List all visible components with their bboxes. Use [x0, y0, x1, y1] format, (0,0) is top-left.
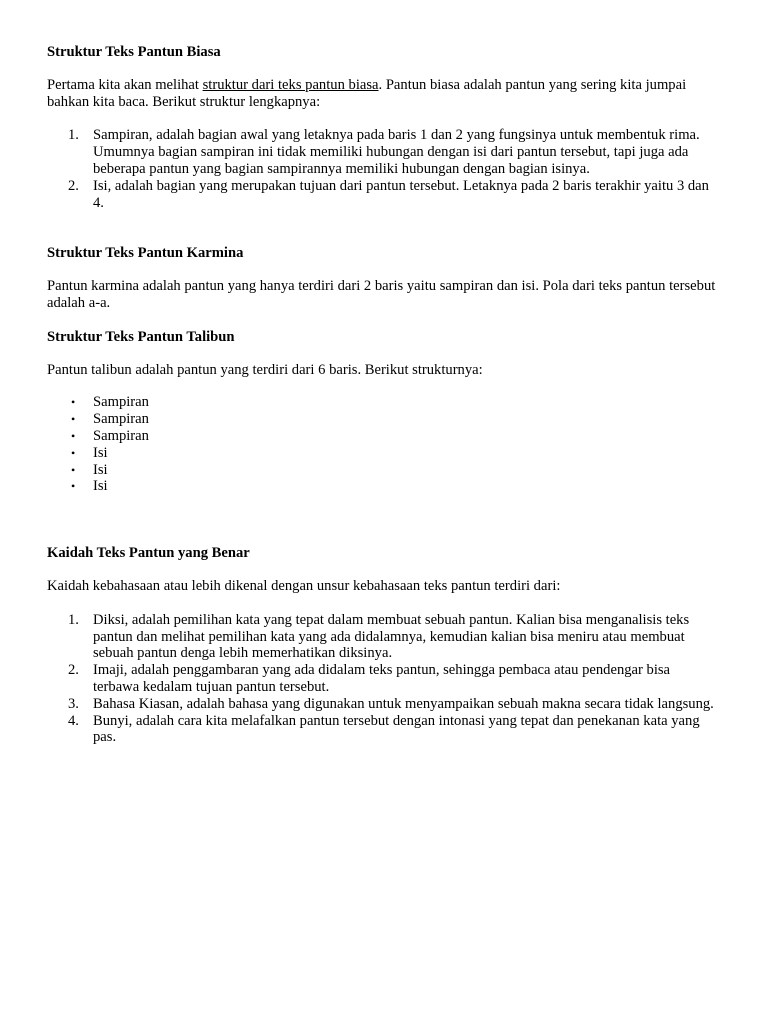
- list-item-text: Sampiran, adalah bagian awal yang letaknya pada baris 1 dan 2 yang fungsinya untuk membentuk rima. Umumnya bagian sampiran ini tidak memiliki hubungan dengan isi dari pantun tersebut, tapi juga ada beberapa pantun yang bagian sampirannya memiliki hubungan dengan bagian isinya.: [93, 127, 700, 177]
- list-item-text: Imaji, adalah penggambaran yang ada didalam teks pantun, sehingga pembaca atau pendengar bisa terbawa kedalam tujuan pantun tersebut.: [93, 662, 671, 695]
- list-item-text: Sampiran: [93, 427, 149, 444]
- paragraph-pantun-karmina: Pantun karmina adalah pantun yang hanya terdiri dari 2 baris yaitu sampiran dan isi. Pola dari teks pantun tersebut adalah a-a.: [47, 278, 716, 311]
- list-item: [47, 178, 719, 212]
- bullet-icon: •: [71, 479, 76, 494]
- list-item-text: Isi: [93, 461, 108, 478]
- list-number: 4.: [68, 712, 79, 729]
- document-page: [47, 44, 719, 746]
- list-item-text: Bahasa Kiasan, adalah bahasa yang digunakan untuk menyampaikan sebuah makna secara tidak langsung.: [93, 695, 714, 712]
- bullet-icon: •: [71, 412, 76, 427]
- list-item: [47, 713, 719, 747]
- list-item: [47, 445, 719, 462]
- list-item: [47, 478, 719, 495]
- intro-text-after: . Pantun biasa adalah pantun yang sering kita jumpai bahkan kita baca. Berikut struktur lengkapnya:: [47, 76, 687, 110]
- heading-struktur-pantun-karmina: Struktur Teks Pantun Karmina: [47, 245, 244, 262]
- bullet-icon: •: [71, 462, 76, 477]
- list-number: 1.: [68, 127, 79, 144]
- link-struktur-teks-pantun-biasa[interactable]: struktur dari teks pantun biasa: [202, 76, 379, 93]
- list-item-text: Bunyi, adalah cara kita melafalkan pantun tersebut dengan intonasi yang tepat dan penekanan kata yang pas.: [93, 712, 700, 746]
- heading-kaidah-teks-pantun: Kaidah Teks Pantun yang Benar: [47, 545, 250, 562]
- list-item: [47, 462, 719, 479]
- intro-text-before: Pertama kita akan melihat: [47, 76, 203, 93]
- numbered-list-pantun-biasa: [47, 127, 719, 211]
- list-number: 1.: [68, 611, 79, 628]
- paragraph-pantun-talibun: Pantun talibun adalah pantun yang terdiri dari 6 baris. Berikut strukturnya:: [47, 361, 483, 378]
- list-item: [47, 696, 719, 713]
- list-item-text: Isi: [93, 478, 108, 495]
- list-item-text: Isi, adalah bagian yang merupakan tujuan dari pantun tersebut. Letaknya pada 2 baris terakhir yaitu 3 dan 4.: [93, 177, 709, 211]
- list-number: 3.: [68, 695, 79, 712]
- bullet-list-talibun: [47, 394, 719, 495]
- paragraph-kaidah: Kaidah kebahasaan atau lebih dikenal dengan unsur kebahasaan teks pantun terdiri dari:: [47, 577, 561, 594]
- list-item: [47, 662, 719, 696]
- list-item: [47, 127, 719, 177]
- list-number: 2.: [68, 662, 79, 679]
- list-item: [47, 612, 719, 662]
- bullet-icon: •: [71, 428, 76, 443]
- numbered-list-kaidah: [47, 612, 719, 746]
- heading-struktur-pantun-biasa: Struktur Teks Pantun Biasa: [47, 44, 221, 60]
- paragraph-pantun-biasa: [47, 77, 719, 111]
- list-item-text: Sampiran: [93, 394, 149, 411]
- heading-struktur-pantun-talibun: Struktur Teks Pantun Talibun: [47, 328, 235, 345]
- list-item: [47, 394, 719, 411]
- bullet-icon: •: [71, 445, 76, 460]
- list-item-text: Diksi, adalah pemilihan kata yang tepat dalam membuat sebuah pantun. Kalian bisa menganalisis teks pantun dan melihat pemilihan kata yang ada didalamnya, kemudian kalian bisa meniru atau membuat sebuah pantun denga lebih memerhatikan diksinya.: [93, 611, 690, 662]
- list-item: [47, 411, 719, 428]
- bullet-icon: •: [71, 395, 76, 410]
- list-item-text: Sampiran: [93, 411, 149, 428]
- list-item: [47, 428, 719, 445]
- list-item-text: Isi: [93, 444, 108, 461]
- list-number: 2.: [68, 177, 79, 194]
